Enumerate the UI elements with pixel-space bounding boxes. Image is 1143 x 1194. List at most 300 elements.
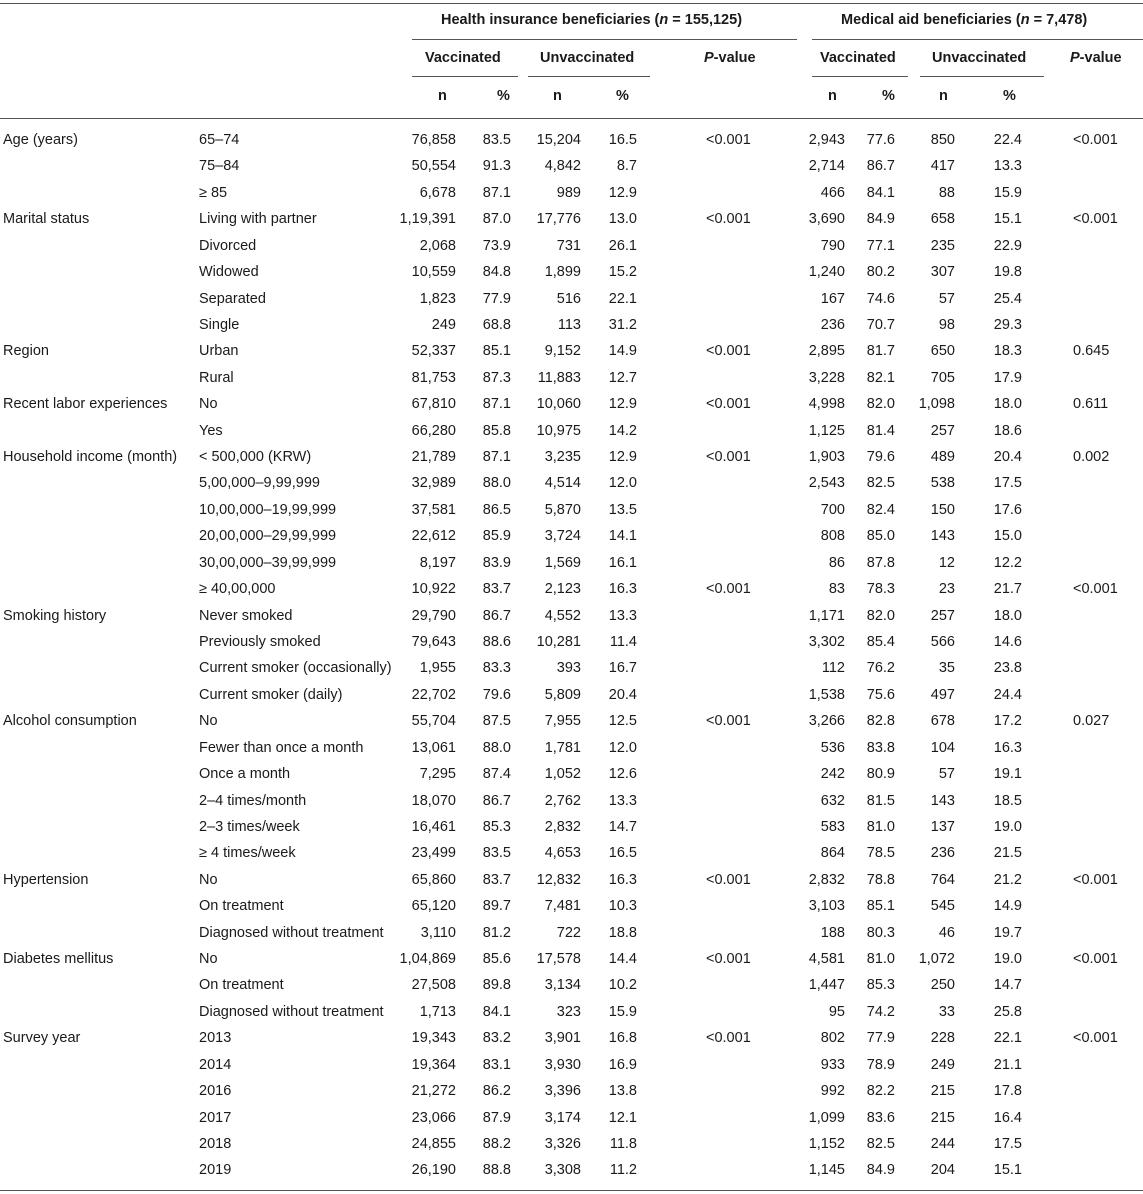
cell-ma-pvalue: <0.001 [1073, 211, 1118, 227]
cell-hi-pvalue: <0.001 [706, 132, 751, 148]
cell-category: Living with partner [199, 211, 317, 227]
cell-hi-vaccinated-n: 21,789 [411, 449, 456, 465]
cell-hi-vaccinated-n: 29,790 [411, 608, 456, 624]
cell-hi-unvaccinated-n: 10,281 [536, 634, 581, 650]
cell-ma-unvaccinated-pct: 21.7 [993, 581, 1022, 597]
cell-ma-vaccinated-pct: 76.2 [866, 660, 895, 676]
cell-ma-unvaccinated-pct: 16.4 [993, 1110, 1022, 1126]
cell-hi-unvaccinated-n: 3,724 [544, 528, 581, 544]
cell-category: Diagnosed without treatment [199, 925, 384, 941]
cell-hi-unvaccinated-n: 4,653 [544, 845, 581, 861]
group-header-medical-aid [841, 12, 1087, 28]
cell-hi-vaccinated-pct: 83.2 [482, 1030, 511, 1046]
cell-hi-unvaccinated-n: 3,134 [544, 977, 581, 993]
cell-hi-vaccinated-n: 10,922 [411, 581, 456, 597]
cell-variable: Region [3, 343, 49, 359]
cell-hi-unvaccinated-pct: 13.3 [608, 608, 637, 624]
cell-hi-unvaccinated-n: 15,204 [536, 132, 581, 148]
table-bottom-rule [0, 1190, 1143, 1191]
cell-ma-vaccinated-pct: 78.5 [866, 845, 895, 861]
cell-ma-unvaccinated-pct: 15.1 [993, 211, 1022, 227]
cell-hi-vaccinated-n: 8,197 [419, 555, 456, 571]
cell-ma-vaccinated-pct: 84.1 [866, 185, 895, 201]
cell-ma-vaccinated-n: 2,943 [808, 132, 845, 148]
cell-hi-unvaccinated-pct: 15.9 [608, 1004, 637, 1020]
cell-ma-vaccinated-pct: 78.9 [866, 1057, 895, 1073]
cell-category: Previously smoked [199, 634, 321, 650]
cell-hi-unvaccinated-n: 113 [557, 317, 581, 333]
cell-hi-vaccinated-pct: 83.5 [482, 845, 511, 861]
cell-ma-unvaccinated-pct: 18.3 [993, 343, 1022, 359]
col-header-n: n [828, 88, 837, 104]
cell-hi-vaccinated-pct: 87.5 [482, 713, 511, 729]
cell-ma-unvaccinated-pct: 19.0 [993, 951, 1022, 967]
cell-ma-vaccinated-pct: 82.5 [866, 475, 895, 491]
cell-ma-unvaccinated-n: 705 [930, 370, 955, 386]
cell-ma-vaccinated-n: 864 [820, 845, 845, 861]
cell-ma-unvaccinated-pct: 12.2 [993, 555, 1022, 571]
cell-ma-vaccinated-pct: 84.9 [866, 211, 895, 227]
cell-hi-unvaccinated-n: 10,975 [536, 423, 581, 439]
cell-hi-vaccinated-n: 65,860 [411, 872, 456, 888]
cell-ma-vaccinated-pct: 75.6 [866, 687, 895, 703]
cell-ma-unvaccinated-pct: 22.1 [993, 1030, 1022, 1046]
cell-hi-vaccinated-pct: 83.3 [482, 660, 511, 676]
cell-ma-unvaccinated-pct: 17.9 [993, 370, 1022, 386]
cell-ma-vaccinated-n: 4,998 [808, 396, 845, 412]
cell-hi-vaccinated-n: 26,190 [411, 1162, 456, 1178]
cell-ma-vaccinated-pct: 82.2 [866, 1083, 895, 1099]
cell-ma-unvaccinated-n: 235 [930, 238, 955, 254]
cell-hi-pvalue: <0.001 [706, 396, 751, 412]
cell-hi-vaccinated-n: 23,066 [411, 1110, 456, 1126]
cell-ma-unvaccinated-n: 143 [930, 793, 955, 809]
cell-hi-pvalue: <0.001 [706, 211, 751, 227]
cell-hi-unvaccinated-pct: 12.9 [608, 185, 637, 201]
cell-hi-unvaccinated-pct: 8.7 [616, 158, 637, 174]
cell-hi-unvaccinated-n: 722 [556, 925, 581, 941]
cell-ma-vaccinated-pct: 78.3 [866, 581, 895, 597]
cell-hi-unvaccinated-n: 3,308 [544, 1162, 581, 1178]
cell-hi-unvaccinated-n: 1,899 [544, 264, 581, 280]
cell-ma-vaccinated-pct: 81.7 [866, 343, 895, 359]
cell-ma-vaccinated-pct: 77.9 [866, 1030, 895, 1046]
subheader-pvalue-1 [704, 50, 756, 66]
cell-hi-unvaccinated-n: 4,552 [544, 608, 581, 624]
cell-hi-vaccinated-pct: 85.1 [482, 343, 511, 359]
cell-ma-vaccinated-pct: 80.3 [866, 925, 895, 941]
cell-ma-vaccinated-pct: 78.8 [866, 872, 895, 888]
cell-hi-vaccinated-pct: 87.0 [482, 211, 511, 227]
cell-ma-vaccinated-n: 700 [820, 502, 845, 518]
cell-hi-unvaccinated-pct: 11.4 [609, 634, 637, 650]
unvaccinated-underline-2 [920, 76, 1044, 77]
cell-hi-vaccinated-pct: 88.8 [482, 1162, 511, 1178]
cell-hi-vaccinated-pct: 89.8 [482, 977, 511, 993]
cell-hi-vaccinated-n: 3,110 [420, 925, 456, 941]
cell-hi-unvaccinated-n: 2,123 [544, 581, 581, 597]
group1-n: n [659, 12, 669, 28]
cell-ma-vaccinated-n: 536 [820, 740, 845, 756]
cell-category: 2017 [199, 1110, 232, 1126]
cell-ma-unvaccinated-n: 215 [930, 1083, 955, 1099]
cell-category: 2–3 times/week [199, 819, 300, 835]
cell-hi-unvaccinated-n: 10,060 [536, 396, 581, 412]
cell-category: 5,00,000–9,99,999 [199, 475, 320, 491]
cell-hi-vaccinated-n: 1,04,869 [399, 951, 456, 967]
cell-ma-vaccinated-pct: 83.6 [866, 1110, 895, 1126]
cell-ma-unvaccinated-pct: 20.4 [993, 449, 1022, 465]
pvalue-rest-1: -value [713, 50, 756, 66]
cell-hi-unvaccinated-n: 3,930 [544, 1057, 581, 1073]
cell-ma-unvaccinated-pct: 17.5 [993, 1136, 1022, 1152]
cell-ma-unvaccinated-n: 204 [930, 1162, 955, 1178]
cell-ma-vaccinated-n: 83 [828, 581, 845, 597]
cell-ma-vaccinated-n: 2,895 [808, 343, 845, 359]
cell-ma-unvaccinated-pct: 23.8 [993, 660, 1022, 676]
cell-hi-vaccinated-pct: 87.3 [482, 370, 511, 386]
cell-ma-unvaccinated-n: 417 [930, 158, 955, 174]
cell-ma-unvaccinated-n: 98 [938, 317, 955, 333]
cell-ma-vaccinated-pct: 77.1 [866, 238, 895, 254]
cell-category: No [199, 872, 218, 888]
cell-ma-vaccinated-pct: 81.0 [866, 819, 895, 835]
cell-variable: Hypertension [3, 872, 89, 888]
cell-hi-vaccinated-pct: 85.9 [482, 528, 511, 544]
cell-ma-unvaccinated-n: 307 [930, 264, 955, 280]
cell-hi-vaccinated-n: 7,295 [419, 766, 456, 782]
cell-hi-pvalue: <0.001 [706, 1030, 751, 1046]
cell-ma-vaccinated-n: 1,240 [808, 264, 845, 280]
cell-hi-vaccinated-pct: 87.1 [482, 449, 511, 465]
cell-hi-vaccinated-n: 10,559 [411, 264, 456, 280]
cell-ma-vaccinated-n: 2,832 [808, 872, 845, 888]
cell-ma-unvaccinated-pct: 15.9 [993, 185, 1022, 201]
cell-category: No [199, 396, 218, 412]
cell-variable: Alcohol consumption [3, 713, 137, 729]
cell-ma-vaccinated-pct: 82.0 [866, 608, 895, 624]
cell-hi-vaccinated-pct: 83.1 [482, 1057, 511, 1073]
cell-hi-unvaccinated-n: 3,174 [544, 1110, 581, 1126]
cell-hi-unvaccinated-n: 17,776 [536, 211, 581, 227]
cell-ma-unvaccinated-n: 46 [938, 925, 955, 941]
cell-ma-unvaccinated-n: 88 [938, 185, 955, 201]
cell-hi-vaccinated-pct: 87.1 [482, 396, 511, 412]
cell-hi-unvaccinated-n: 9,152 [544, 343, 581, 359]
cell-hi-unvaccinated-n: 4,514 [544, 475, 581, 491]
cell-ma-vaccinated-n: 1,145 [808, 1162, 845, 1178]
cell-ma-unvaccinated-pct: 18.0 [993, 396, 1022, 412]
cell-hi-unvaccinated-n: 12,832 [536, 872, 581, 888]
col-header-n: n [438, 88, 447, 104]
cell-ma-unvaccinated-n: 249 [930, 1057, 955, 1073]
cell-hi-vaccinated-n: 79,643 [411, 634, 456, 650]
cell-hi-vaccinated-pct: 86.5 [482, 502, 511, 518]
cell-hi-vaccinated-n: 6,678 [419, 185, 456, 201]
cell-hi-unvaccinated-pct: 12.5 [608, 713, 637, 729]
cell-hi-vaccinated-pct: 88.0 [482, 740, 511, 756]
cell-hi-vaccinated-n: 18,070 [411, 793, 456, 809]
cell-ma-vaccinated-pct: 82.1 [866, 370, 895, 386]
cell-variable: Diabetes mellitus [3, 951, 114, 967]
cell-hi-vaccinated-n: 19,343 [411, 1030, 456, 1046]
cell-hi-vaccinated-n: 27,508 [411, 977, 456, 993]
cell-category: 2018 [199, 1136, 232, 1152]
cell-hi-pvalue: <0.001 [706, 581, 751, 597]
cell-ma-unvaccinated-pct: 29.3 [993, 317, 1022, 333]
cell-category: Separated [199, 291, 266, 307]
cell-hi-unvaccinated-n: 1,052 [544, 766, 581, 782]
cell-hi-vaccinated-n: 1,713 [419, 1004, 456, 1020]
cell-hi-unvaccinated-pct: 11.8 [609, 1136, 637, 1152]
cell-ma-vaccinated-n: 236 [820, 317, 845, 333]
cell-ma-unvaccinated-pct: 17.5 [993, 475, 1022, 491]
cell-ma-unvaccinated-n: 143 [930, 528, 955, 544]
cell-hi-unvaccinated-pct: 10.2 [608, 977, 637, 993]
group-header-health-insurance [441, 12, 742, 28]
cell-hi-unvaccinated-pct: 10.3 [608, 898, 637, 914]
cell-hi-vaccinated-pct: 83.9 [482, 555, 511, 571]
cell-variable: Smoking history [3, 608, 107, 624]
cell-hi-unvaccinated-pct: 16.5 [608, 845, 637, 861]
cell-hi-unvaccinated-pct: 14.4 [608, 951, 637, 967]
subheader-vaccinated-1: Vaccinated [425, 50, 501, 66]
cell-ma-unvaccinated-pct: 14.7 [993, 977, 1022, 993]
cell-category: Current smoker (daily) [199, 687, 343, 703]
cell-hi-vaccinated-pct: 79.6 [482, 687, 511, 703]
cell-ma-unvaccinated-pct: 17.2 [993, 713, 1022, 729]
cell-ma-unvaccinated-n: 250 [930, 977, 955, 993]
cell-category: 65–74 [199, 132, 240, 148]
cell-category: No [199, 713, 218, 729]
cell-ma-unvaccinated-pct: 14.9 [993, 898, 1022, 914]
cell-hi-unvaccinated-pct: 14.1 [608, 528, 637, 544]
cell-ma-unvaccinated-pct: 19.8 [993, 264, 1022, 280]
cell-ma-unvaccinated-n: 650 [930, 343, 955, 359]
cell-ma-vaccinated-pct: 80.2 [866, 264, 895, 280]
cell-ma-vaccinated-n: 1,125 [808, 423, 845, 439]
cell-ma-pvalue: <0.001 [1073, 951, 1118, 967]
cell-hi-vaccinated-pct: 68.8 [482, 317, 511, 333]
header-bottom-rule [0, 118, 1143, 119]
cell-category: Diagnosed without treatment [199, 1004, 384, 1020]
cell-ma-unvaccinated-n: 137 [930, 819, 955, 835]
cell-hi-vaccinated-pct: 73.9 [482, 238, 511, 254]
cell-hi-pvalue: <0.001 [706, 449, 751, 465]
cell-hi-unvaccinated-n: 7,481 [544, 898, 581, 914]
cell-ma-unvaccinated-n: 104 [930, 740, 955, 756]
cell-hi-unvaccinated-n: 516 [556, 291, 581, 307]
subheader-unvaccinated-1: Unvaccinated [540, 50, 635, 66]
cell-hi-vaccinated-n: 19,364 [411, 1057, 456, 1073]
cell-hi-vaccinated-pct: 86.7 [482, 793, 511, 809]
cell-hi-pvalue: <0.001 [706, 951, 751, 967]
cell-hi-unvaccinated-n: 989 [556, 185, 581, 201]
cell-ma-vaccinated-n: 3,302 [808, 634, 845, 650]
cell-ma-vaccinated-pct: 81.0 [866, 951, 895, 967]
cell-ma-vaccinated-n: 583 [820, 819, 845, 835]
cell-ma-vaccinated-n: 4,581 [808, 951, 845, 967]
cell-ma-pvalue: 0.611 [1073, 396, 1109, 412]
cell-ma-pvalue: <0.001 [1073, 132, 1118, 148]
cell-ma-vaccinated-n: 790 [820, 238, 845, 254]
cell-ma-vaccinated-pct: 84.9 [866, 1162, 895, 1178]
cell-ma-unvaccinated-pct: 19.1 [993, 766, 1022, 782]
cell-ma-unvaccinated-n: 678 [930, 713, 955, 729]
cell-category: Widowed [199, 264, 259, 280]
cell-ma-unvaccinated-pct: 22.9 [993, 238, 1022, 254]
pvalue-p-1: P [704, 50, 714, 66]
cell-ma-unvaccinated-pct: 14.6 [993, 634, 1022, 650]
cell-ma-vaccinated-n: 802 [820, 1030, 845, 1046]
group2-n: n [1020, 12, 1030, 28]
cell-hi-unvaccinated-pct: 16.8 [608, 1030, 637, 1046]
cell-hi-unvaccinated-n: 323 [556, 1004, 581, 1020]
cell-hi-vaccinated-pct: 83.7 [482, 581, 511, 597]
cell-hi-vaccinated-pct: 88.6 [482, 634, 511, 650]
subheader-vaccinated-2: Vaccinated [820, 50, 896, 66]
group1-underline [412, 39, 797, 40]
cell-hi-vaccinated-pct: 85.3 [482, 819, 511, 835]
cell-ma-unvaccinated-n: 566 [930, 634, 955, 650]
cell-ma-unvaccinated-n: 538 [930, 475, 955, 491]
cell-category: 30,00,000–39,99,999 [199, 555, 337, 571]
cell-hi-unvaccinated-pct: 20.4 [608, 687, 637, 703]
cell-ma-vaccinated-n: 2,714 [808, 158, 845, 174]
cell-ma-pvalue: 0.645 [1073, 343, 1110, 359]
cell-hi-unvaccinated-pct: 12.0 [608, 475, 637, 491]
cell-ma-vaccinated-n: 1,538 [808, 687, 845, 703]
cell-variable: Age (years) [3, 132, 78, 148]
cell-ma-vaccinated-n: 3,266 [808, 713, 845, 729]
cell-hi-unvaccinated-n: 3,396 [544, 1083, 581, 1099]
cell-variable: Survey year [3, 1030, 81, 1046]
cell-hi-unvaccinated-n: 3,326 [544, 1136, 581, 1152]
cell-ma-unvaccinated-n: 35 [938, 660, 955, 676]
cell-hi-unvaccinated-pct: 14.7 [608, 819, 637, 835]
group2-prefix: Medical aid beneficiaries ( [841, 12, 1021, 28]
cell-category: Single [199, 317, 240, 333]
cell-ma-unvaccinated-pct: 18.6 [993, 423, 1022, 439]
cell-ma-vaccinated-pct: 82.0 [866, 396, 895, 412]
cell-variable: Marital status [3, 211, 90, 227]
col-header-pct: % [616, 88, 629, 104]
cell-hi-vaccinated-n: 65,120 [411, 898, 456, 914]
cell-variable: Household income (month) [3, 449, 178, 465]
cell-category: 2019 [199, 1162, 232, 1178]
col-header-n: n [553, 88, 562, 104]
cell-hi-vaccinated-pct: 86.7 [482, 608, 511, 624]
cell-hi-pvalue: <0.001 [706, 713, 751, 729]
cell-ma-unvaccinated-pct: 24.4 [993, 687, 1022, 703]
cell-category: 2–4 times/month [199, 793, 307, 809]
cell-hi-unvaccinated-n: 5,809 [544, 687, 581, 703]
cell-ma-unvaccinated-pct: 21.5 [993, 845, 1022, 861]
cell-hi-unvaccinated-n: 731 [556, 238, 581, 254]
pvalue-rest-2: -value [1079, 50, 1122, 66]
cell-category: On treatment [199, 898, 284, 914]
cell-category: Yes [199, 423, 223, 439]
cell-hi-unvaccinated-pct: 14.9 [608, 343, 637, 359]
cell-hi-vaccinated-n: 1,19,391 [399, 211, 456, 227]
cell-hi-vaccinated-n: 52,337 [411, 343, 456, 359]
cell-ma-vaccinated-n: 808 [820, 528, 845, 544]
cell-hi-unvaccinated-n: 1,569 [544, 555, 581, 571]
cell-ma-vaccinated-pct: 81.4 [866, 423, 895, 439]
cell-ma-unvaccinated-pct: 16.3 [993, 740, 1022, 756]
cell-ma-vaccinated-pct: 85.1 [866, 898, 895, 914]
cell-hi-vaccinated-pct: 86.2 [482, 1083, 511, 1099]
subheader-unvaccinated-2: Unvaccinated [932, 50, 1027, 66]
cell-hi-vaccinated-pct: 89.7 [482, 898, 511, 914]
cell-hi-vaccinated-n: 1,823 [419, 291, 456, 307]
cell-ma-unvaccinated-pct: 25.8 [993, 1004, 1022, 1020]
cell-ma-unvaccinated-n: 489 [930, 449, 955, 465]
cell-hi-vaccinated-n: 2,068 [419, 238, 456, 254]
cell-ma-unvaccinated-pct: 18.5 [993, 793, 1022, 809]
cell-ma-vaccinated-n: 3,103 [808, 898, 845, 914]
cell-hi-vaccinated-n: 23,499 [411, 845, 456, 861]
cell-hi-vaccinated-n: 37,581 [411, 502, 456, 518]
cell-category: 20,00,000–29,99,999 [199, 528, 337, 544]
cell-ma-unvaccinated-n: 23 [938, 581, 955, 597]
cell-ma-unvaccinated-pct: 19.7 [993, 925, 1022, 941]
cell-ma-vaccinated-pct: 80.9 [866, 766, 895, 782]
cell-hi-vaccinated-n: 81,753 [411, 370, 456, 386]
cell-ma-unvaccinated-n: 658 [930, 211, 955, 227]
cell-ma-vaccinated-n: 1,171 [808, 608, 845, 624]
cell-ma-vaccinated-pct: 74.6 [866, 291, 895, 307]
cell-category: < 500,000 (KRW) [199, 449, 312, 465]
cell-ma-vaccinated-n: 3,228 [808, 370, 845, 386]
cell-ma-unvaccinated-n: 12 [938, 555, 955, 571]
cell-category: 2013 [199, 1030, 232, 1046]
cell-hi-unvaccinated-n: 2,762 [544, 793, 581, 809]
cell-ma-unvaccinated-pct: 21.1 [993, 1057, 1022, 1073]
cell-ma-unvaccinated-n: 57 [938, 766, 955, 782]
cell-hi-unvaccinated-pct: 12.9 [608, 396, 637, 412]
cell-hi-vaccinated-n: 32,989 [411, 475, 456, 491]
cell-category: Rural [199, 370, 234, 386]
cell-hi-unvaccinated-pct: 13.3 [608, 793, 637, 809]
cell-ma-vaccinated-pct: 81.5 [866, 793, 895, 809]
cell-hi-unvaccinated-pct: 13.5 [608, 502, 637, 518]
cell-hi-vaccinated-n: 1,955 [419, 660, 456, 676]
cell-hi-vaccinated-pct: 84.8 [482, 264, 511, 280]
cell-hi-unvaccinated-n: 7,955 [544, 713, 581, 729]
cell-ma-unvaccinated-pct: 15.1 [993, 1162, 1022, 1178]
cell-category: 2016 [199, 1083, 232, 1099]
cell-ma-unvaccinated-n: 57 [938, 291, 955, 307]
cell-ma-unvaccinated-n: 244 [930, 1136, 955, 1152]
cell-ma-vaccinated-pct: 82.8 [866, 713, 895, 729]
cell-category: 10,00,000–19,99,999 [199, 502, 337, 518]
cell-ma-unvaccinated-n: 764 [930, 872, 955, 888]
cell-category: ≥ 4 times/week [199, 845, 296, 861]
cell-hi-vaccinated-n: 50,554 [411, 158, 456, 174]
cell-hi-vaccinated-n: 55,704 [411, 713, 456, 729]
cell-hi-vaccinated-n: 66,280 [411, 423, 456, 439]
cell-ma-unvaccinated-n: 545 [930, 898, 955, 914]
cell-hi-unvaccinated-n: 17,578 [536, 951, 581, 967]
col-header-pct: % [1003, 88, 1016, 104]
cell-ma-unvaccinated-n: 215 [930, 1110, 955, 1126]
cell-ma-vaccinated-pct: 82.5 [866, 1136, 895, 1152]
cell-ma-vaccinated-n: 112 [821, 660, 845, 676]
cell-hi-vaccinated-pct: 85.6 [482, 951, 511, 967]
cell-ma-vaccinated-pct: 70.7 [866, 317, 895, 333]
group2-suffix: = 7,478) [1029, 12, 1088, 28]
